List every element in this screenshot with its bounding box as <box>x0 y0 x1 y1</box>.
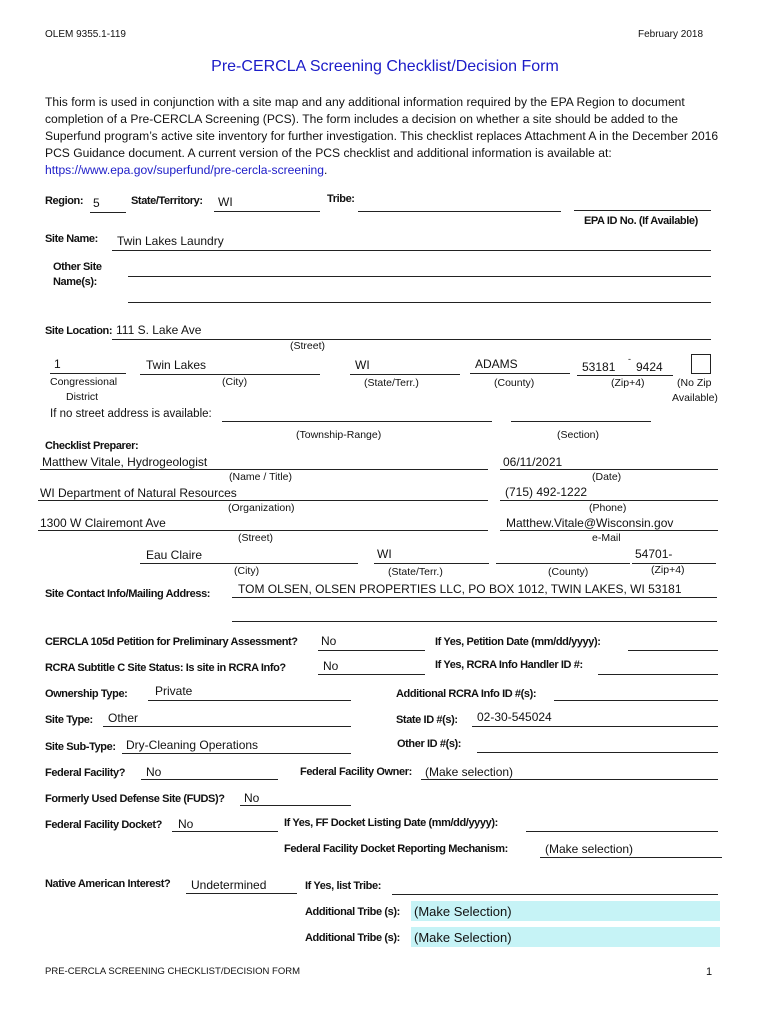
other-id-label: Other ID #(s): <box>397 738 462 750</box>
other-site-field-2[interactable] <box>128 302 711 303</box>
site-contact-value[interactable]: TOM OLSEN, OLSEN PROPERTIES LLC, PO BOX 1012, TWIN LAKES, WI 53181 <box>238 582 682 596</box>
rcra-status-value[interactable]: No <box>323 659 339 673</box>
zip4-value[interactable]: 9424 <box>636 360 663 374</box>
state-territory-label: State/Territory: <box>131 195 203 207</box>
region-label: Region: <box>45 195 84 207</box>
site-type-value[interactable]: Other <box>108 711 139 725</box>
rcra-handler-label: If Yes, RCRA Info Handler ID #: <box>435 659 583 671</box>
email-caption: e-Mail <box>592 532 621 544</box>
district-value[interactable]: 1 <box>54 357 61 371</box>
cercla-petition-label: CERCLA 105d Petition for Preliminary Assessment? <box>45 636 298 648</box>
email-value[interactable]: Matthew.Vitale@Wisconsin.gov <box>506 516 674 530</box>
org-state-caption: (State/Terr.) <box>388 566 443 578</box>
phone-value[interactable]: (715) 492-1222 <box>505 485 588 499</box>
township-caption: (Township-Range) <box>296 429 382 441</box>
add-tribe-1-label: Additional Tribe (s): <box>305 906 400 918</box>
native-value[interactable]: Undetermined <box>191 878 267 892</box>
ff-docket-mech-select[interactable]: (Make selection) <box>545 842 634 856</box>
site-street-value[interactable]: 111 S. Lake Ave <box>116 323 202 337</box>
site-subtype-label: Site Sub-Type: <box>45 741 116 753</box>
no-zip-available-caption: Available) <box>672 392 718 404</box>
add-rcra-field[interactable] <box>554 700 718 701</box>
federal-owner-select[interactable]: (Make selection) <box>425 765 514 779</box>
section-field[interactable] <box>511 421 651 422</box>
intro-paragraph: This form is used in conjunction with a site map and any additional information required by the EPA Region to document completion of a Pre-CERCLA Screening (PCS). The form includes a decision on whether a site should be added to the Superfund program’s active site inventory for further investigation. This checklist replaces Attachment A in the December 2016 PCS Guidance document. A current version of the PCS checklist and additional information is available at: https://www.epa.gov/superfund/pre-cercla-screening. <box>45 95 719 177</box>
list-tribe-field[interactable] <box>392 894 718 895</box>
ff-docket-mech-label: Federal Facility Docket Reporting Mechanism: <box>284 843 508 855</box>
list-tribe-label: If Yes, list Tribe: <box>305 880 381 892</box>
fuds-label: Formerly Used Defense Site (FUDS)? <box>45 793 225 805</box>
ownership-value[interactable]: Private <box>155 684 193 698</box>
phone-caption: (Phone) <box>589 502 627 514</box>
checklist-preparer-label: Checklist Preparer: <box>45 440 139 452</box>
state-territory-value[interactable]: WI <box>218 195 233 209</box>
site-name-value[interactable]: Twin Lakes Laundry <box>117 234 224 248</box>
org-city-value[interactable]: Eau Claire <box>146 548 203 562</box>
ff-docket-date-label: If Yes, FF Docket Listing Date (mm/dd/yyyy): <box>284 817 498 829</box>
no-street-label: If no street address is available: <box>50 408 212 420</box>
add-tribe-2-label: Additional Tribe (s): <box>305 932 400 944</box>
pcs-link[interactable]: https://www.epa.gov/superfund/pre-cercla-screening <box>45 163 324 177</box>
petition-date-field[interactable] <box>628 650 718 651</box>
other-site-field-1[interactable] <box>128 276 711 277</box>
preparer-name-value[interactable]: Matthew Vitale, Hydrogeologist <box>42 455 208 469</box>
county-value[interactable]: ADAMS <box>475 357 518 371</box>
add-rcra-label: Additional RCRA Info ID #(s): <box>396 688 537 700</box>
name-title-caption: (Name / Title) <box>229 471 293 483</box>
other-site-label: Other Site <box>53 261 102 273</box>
organization-value[interactable]: WI Department of Natural Resources <box>40 486 237 500</box>
site-contact-field-2[interactable] <box>232 621 717 622</box>
org-city-caption: (City) <box>234 565 260 577</box>
add-tribe-2-value: (Make Selection) <box>414 930 512 945</box>
petition-date-label: If Yes, Petition Date (mm/dd/yyyy): <box>435 636 601 648</box>
federal-owner-label: Federal Facility Owner: <box>300 766 412 778</box>
footer-form-name: PRE-CERCLA SCREENING CHECKLIST/DECISION FORM <box>45 966 301 977</box>
site-name-label: Site Name: <box>45 233 98 245</box>
date-caption: (Date) <box>592 471 622 483</box>
township-field[interactable] <box>222 421 492 422</box>
state-value[interactable]: WI <box>355 358 370 372</box>
state-id-value[interactable]: 02-30-545024 <box>477 710 552 724</box>
city-value[interactable]: Twin Lakes <box>146 358 207 372</box>
org-county-field[interactable] <box>496 563 630 564</box>
tribe-label: Tribe: <box>327 193 355 205</box>
no-zip-checkbox[interactable] <box>691 354 711 374</box>
site-contact-label: Site Contact Info/Mailing Address: <box>45 588 211 600</box>
ff-docket-label: Federal Facility Docket? <box>45 819 162 831</box>
add-tribe-1-value: (Make Selection) <box>414 904 512 919</box>
state-caption: (State/Terr.) <box>364 377 419 389</box>
document-id: OLEM 9355.1-119 <box>45 29 126 40</box>
other-id-field[interactable] <box>477 752 718 753</box>
site-type-label: Site Type: <box>45 714 93 726</box>
region-value[interactable]: 5 <box>93 196 100 210</box>
street-caption: (Street) <box>290 340 326 352</box>
page-title: Pre-CERCLA Screening Checklist/Decision Form <box>211 58 559 75</box>
org-state-value[interactable]: WI <box>377 547 392 561</box>
preparer-date-value[interactable]: 06/11/2021 <box>503 455 563 469</box>
tribe-field[interactable] <box>358 211 561 212</box>
org-zip4-caption: (Zip+4) <box>651 564 685 576</box>
rcra-handler-field[interactable] <box>598 674 718 675</box>
rcra-status-label: RCRA Subtitle C Site Status: Is site in RCRA Info? <box>45 662 286 674</box>
organization-caption: (Organization) <box>228 502 295 514</box>
other-site-names-label: Name(s): <box>53 276 97 288</box>
org-street-caption: (Street) <box>238 532 274 544</box>
document-date: February 2018 <box>638 29 704 40</box>
org-street-value[interactable]: 1300 W Clairemont Ave <box>40 516 166 530</box>
epa-id-label: EPA ID No. (If Available) <box>584 215 698 227</box>
site-subtype-value[interactable]: Dry-Cleaning Operations <box>126 738 259 752</box>
zip-value[interactable]: 53181 <box>582 360 616 374</box>
native-label: Native American Interest? <box>45 878 171 890</box>
ownership-label: Ownership Type: <box>45 688 128 700</box>
city-caption: (City) <box>222 376 248 388</box>
section-caption: (Section) <box>557 429 600 441</box>
county-caption: (County) <box>494 377 535 389</box>
congressional-caption: Congressional <box>50 376 118 388</box>
org-zip-value[interactable]: 54701- <box>635 547 673 561</box>
org-county-caption: (County) <box>548 566 589 578</box>
federal-facility-value[interactable]: No <box>146 765 162 779</box>
ff-docket-date-field[interactable] <box>526 831 718 832</box>
federal-facility-label: Federal Facility? <box>45 767 126 779</box>
epa-id-field[interactable] <box>574 210 711 211</box>
page-number: 1 <box>706 966 713 978</box>
fuds-value[interactable]: No <box>244 791 260 805</box>
no-zip-caption: (No Zip <box>677 377 712 389</box>
zip-separator: - <box>628 354 631 364</box>
zip4-caption: (Zip+4) <box>611 377 645 389</box>
state-id-label: State ID #(s): <box>396 714 458 726</box>
site-location-label: Site Location: <box>45 325 113 337</box>
ff-docket-value[interactable]: No <box>178 817 194 831</box>
cercla-petition-value[interactable]: No <box>321 634 337 648</box>
district-caption: District <box>66 391 99 403</box>
